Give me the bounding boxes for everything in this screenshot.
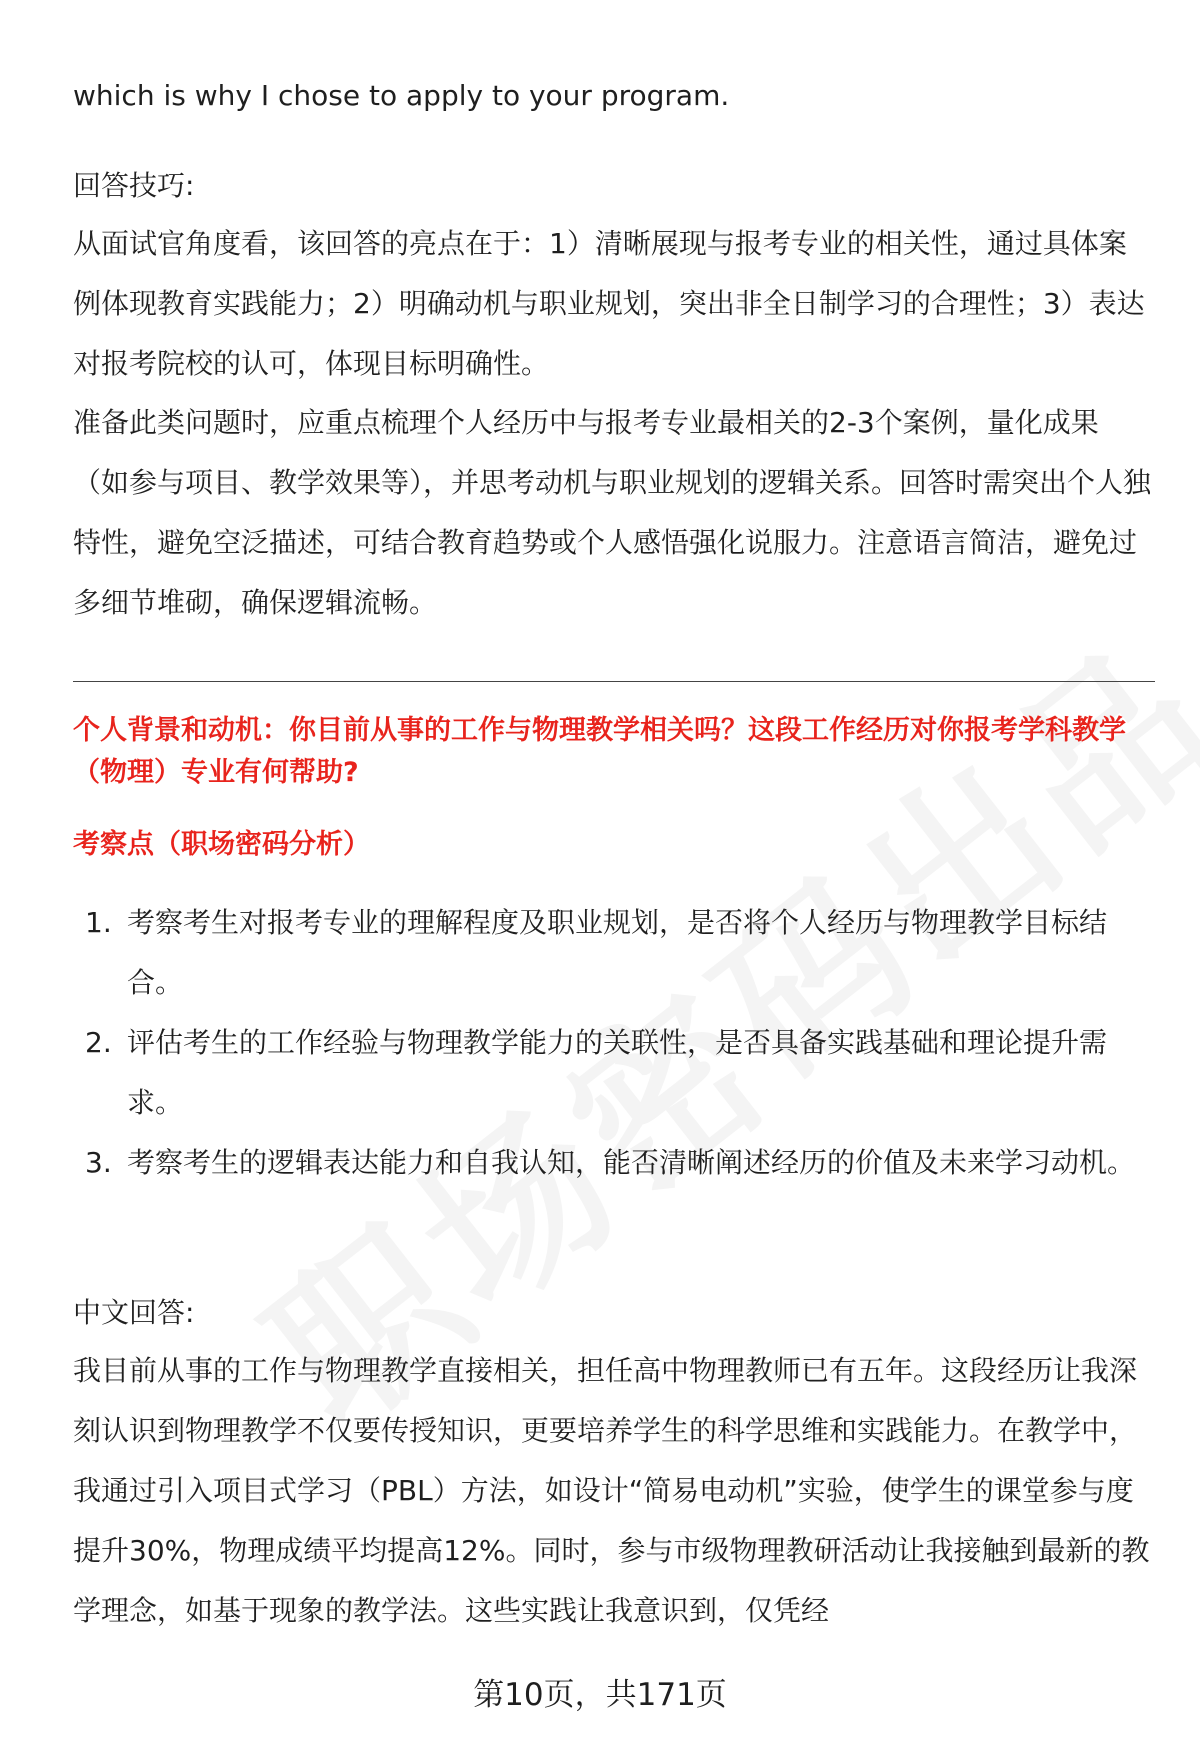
intro-tail-text: which is why I chose to apply to your program. (73, 79, 730, 112)
list-item (73, 893, 1153, 1013)
points-list (73, 893, 1153, 1193)
list-item (73, 1013, 1153, 1133)
list-item-text: 考察考生对报考专业的理解程度及职业规划，是否将个人经历与物理教学目标结合。 (127, 906, 1108, 999)
list-item-number: 1. (85, 906, 112, 939)
answer-label: 中文回答: (73, 1296, 195, 1329)
tips-body: 从面试官角度看，该回答的亮点在于：1）清晰展现与报考专业的相关性，通过具体案例体现教育实践能力；2）明确动机与职业规划，突出非全日制学习的合理性；3）表达对报考院校的认可，体现目标明确性。 (73, 227, 1145, 380)
tips-label: 回答技巧: (73, 169, 195, 202)
answer-body: 我目前从事的工作与物理教学直接相关，担任高中物理教师已有五年。这段经历让我深刻认识到物理教学不仅要传授知识，更要培养学生的科学思维和实践能力。在教学中，我通过引入项目式学习（PBL）方法，如设计“简易电动机”实验，使学生的课堂参与度提升30%，物理成绩平均提高12%。同时，参与市级物理教研活动让我接触到最新的教学理念，如基于现象的教学法。这些实践让我意识到，仅凭经 (73, 1354, 1150, 1627)
list-item-number: 3. (85, 1146, 112, 1179)
tips-prep-body: 准备此类问题时，应重点梳理个人经历中与报考专业最相关的2-3个案例，量化成果（如参与项目、教学效果等），并思考动机与职业规划的逻辑关系。回答时需突出个人独特性，避免空泛描述，可结合教育趋势或个人感悟强化说服力。注意语言简洁，避免过多细节堆砌，确保逻辑流畅。 (73, 406, 1152, 619)
section-divider (73, 681, 1155, 682)
question-heading: 个人背景和动机：你目前从事的工作与物理教学相关吗？这段工作经历对你报考学科教学（物理）专业有何帮助? (73, 715, 1126, 788)
list-item-number: 2. (85, 1026, 112, 1059)
list-item-text: 考察考生的逻辑表达能力和自我认知，能否清晰阐述经历的价值及未来学习动机。 (127, 1146, 1136, 1179)
page-footer: 第10页，共171页 (473, 1677, 727, 1713)
points-title: 考察点（职场密码分析） (73, 829, 370, 860)
list-item-text: 评估考生的工作经验与物理教学能力的关联性，是否具备实践基础和理论提升需求。 (127, 1026, 1108, 1119)
list-item (73, 1133, 1153, 1193)
